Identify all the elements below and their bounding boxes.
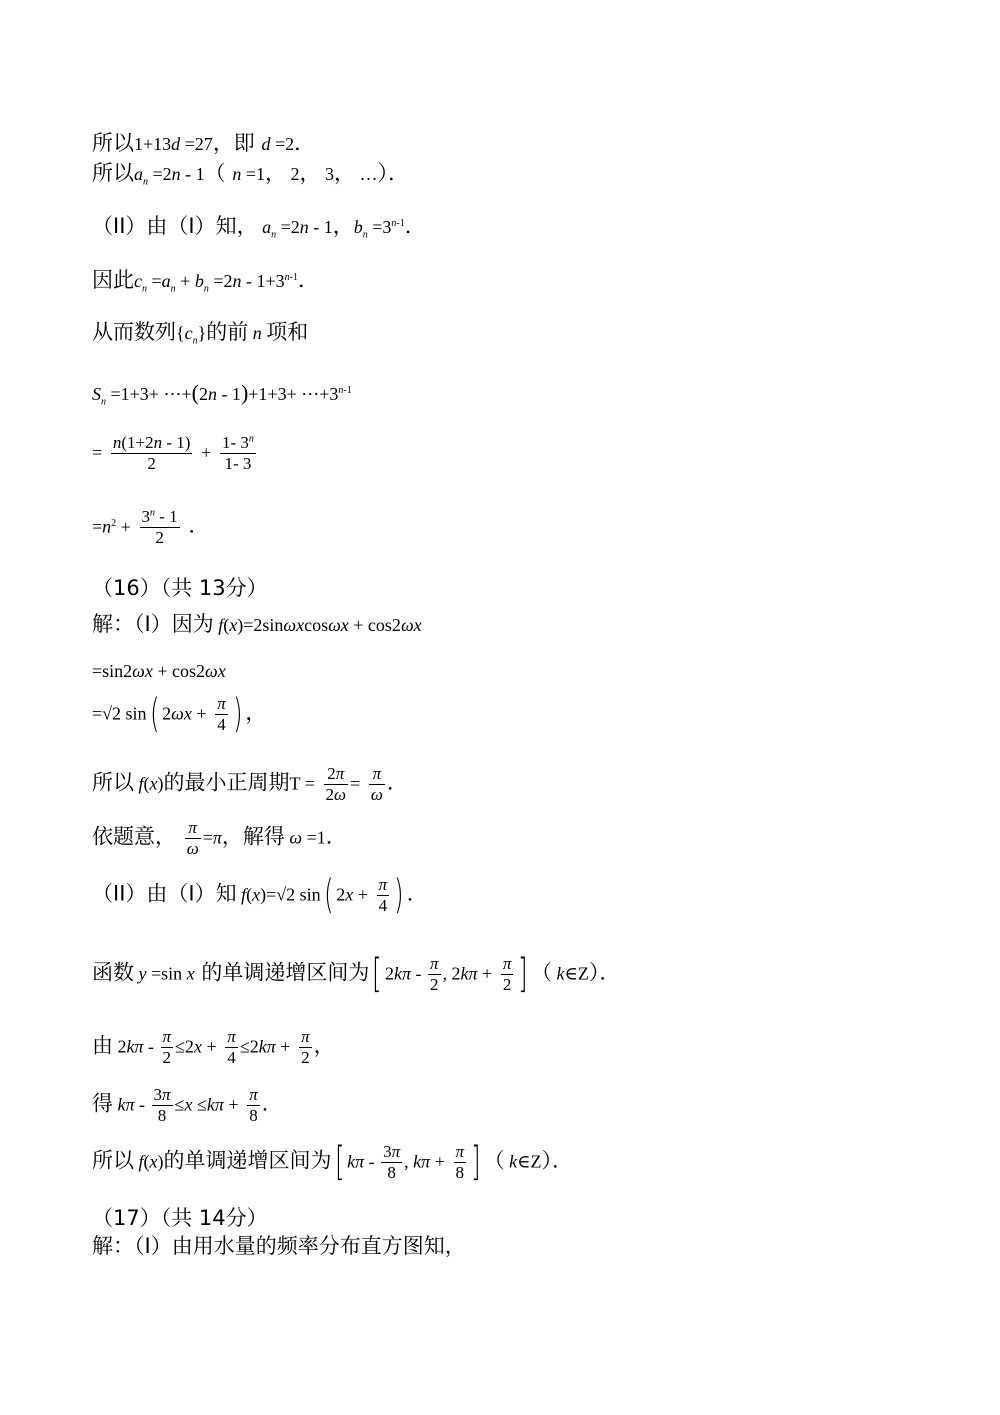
line-3: （II）由（I）知， $a_n =2n - 1$，$b_n =3^{n-1}$． bbox=[92, 214, 426, 241]
line-13: 所以 f(x)的最小正周期T = $\frac{2\pi}{2\omega}$ = $\frac{\pi}{\omega}$ ． bbox=[92, 764, 408, 804]
line-12: =√2 sin( 2ωx + $\frac{\pi}{4}$ ) ， bbox=[92, 691, 267, 738]
line-2: 所以$a_n =2n - 1$（ n =1， 2， 3， …）． bbox=[92, 161, 409, 188]
line-1: 所以1+13d =27，即 d =2． bbox=[92, 131, 316, 155]
line-9: （16）（共 13分） bbox=[92, 576, 268, 600]
line-17: 由 2kπ - $\frac{\pi}{2}$ ≤2x + $\frac{\pi}{4}$ ≤2kπ + $\frac{\pi}{2}$ ， bbox=[92, 1027, 335, 1067]
line-18: 得 kπ - $\frac{3\pi}{8}$ ≤x ≤kπ + $\frac{\pi}{8}$ ． bbox=[92, 1085, 283, 1125]
line-7: = $\frac{n(1+2n - 1)}{2}$ + $\frac{1- 3^n}{1- 3}$ bbox=[92, 433, 254, 473]
line-15: （II）由（I）知 f(x)=√2 sin( 2x + $\frac{\pi}{4}$ ) ． bbox=[92, 872, 428, 919]
line-21: 解：（I）由用水量的频率分布直方图知， bbox=[92, 1234, 466, 1258]
line-8: $=n^2$ + $\frac{3^n - 1}{2}$ ． bbox=[92, 507, 210, 547]
line-5: 从而数列$\{c_n\}$的前 n 项和 bbox=[92, 320, 309, 347]
line-20: （17）（共 14分） bbox=[92, 1206, 268, 1230]
line-19: 所以 f(x)的单调递增区间为[ kπ - $\frac{3\pi}{8}$ , kπ + $\frac{\pi}{8}$ ] （ k∈Z）． bbox=[92, 1139, 573, 1186]
line-6: $S_n =1+3+$ ⋯+(2n - $1)+1+3+ \cdots+3^{n-1}$ bbox=[92, 380, 352, 408]
line-10: 解：（I）因为 f(x)=2sinωxcosωx + cos2ωx bbox=[92, 612, 422, 636]
line-14: 依题意， $\frac{\pi}{\omega}$ =π，解得 ω =1． bbox=[92, 818, 347, 858]
line-4: 因此$c_n =a_n + b_n =2n - 1+3^{n-1}$． bbox=[92, 268, 319, 295]
line-16: 函数 y =sin x 的单调递增区间为[ 2kπ - $\frac{\pi}{2}$ , 2kπ + $\frac{\pi}{2}$ ] （ k∈Z）． bbox=[92, 951, 621, 998]
line-11: =sin2ωx + cos2ωx bbox=[92, 661, 226, 681]
